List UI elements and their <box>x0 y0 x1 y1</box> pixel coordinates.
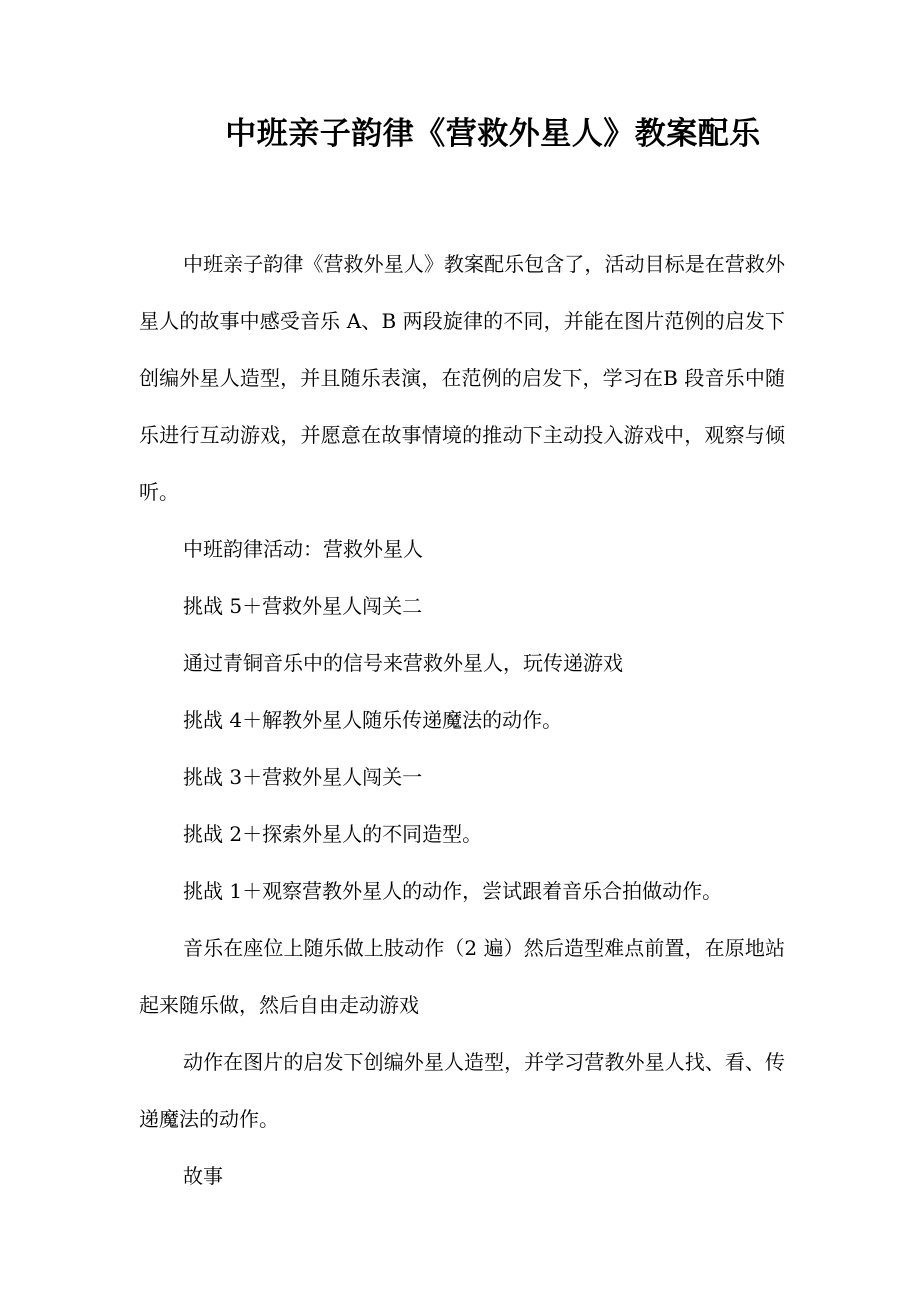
paragraph-challenge-1: 挑战 1＋观察营教外星人的动作，尝试跟着音乐合拍做动作。 <box>183 879 723 903</box>
paragraph-challenge-5-detail: 通过青铜音乐中的信号来营救外星人，玩传递游戏 <box>183 651 623 675</box>
paragraph-music-seat: 音乐在座位上随乐做上肢动作（2 遍）然后造型难点前置，在原地站起来随乐做，然后自由走动游戏 <box>139 936 785 1017</box>
paragraph-challenge-3: 挑战 3＋营救外星人闯关一 <box>183 765 423 789</box>
document-title: 中班亲子韵律《营救外星人》教案配乐 <box>225 116 761 152</box>
paragraph-movement: 动作在图片的启发下创编外星人造型，并学习营教外星人找、看、传递魔法的动作。 <box>139 1050 785 1131</box>
paragraph-story-heading: 故事 <box>183 1164 223 1188</box>
paragraph-activity-name: 中班韵律活动：营救外星人 <box>183 537 423 561</box>
paragraph-intro: 中班亲子韵律《营救外星人》教案配乐包含了，活动目标是在营救外星人的故事中感受音乐 A、B 两段旋律的不同，并能在图片范例的启发下创编外星人造型，并且随乐表演，在范例的启发下，学习在B 段音乐中随乐进行互动游戏，并愿意在故事情境的推动下主动投入游戏中，观察与倾听。 <box>139 252 785 504</box>
paragraph-challenge-5: 挑战 5＋营救外星人闯关二 <box>183 594 423 618</box>
document-body <box>139 236 785 1205</box>
paragraph-challenge-2: 挑战 2＋探索外星人的不同造型。 <box>183 822 483 846</box>
paragraph-challenge-4: 挑战 4＋解教外星人随乐传递魔法的动作。 <box>183 708 563 732</box>
